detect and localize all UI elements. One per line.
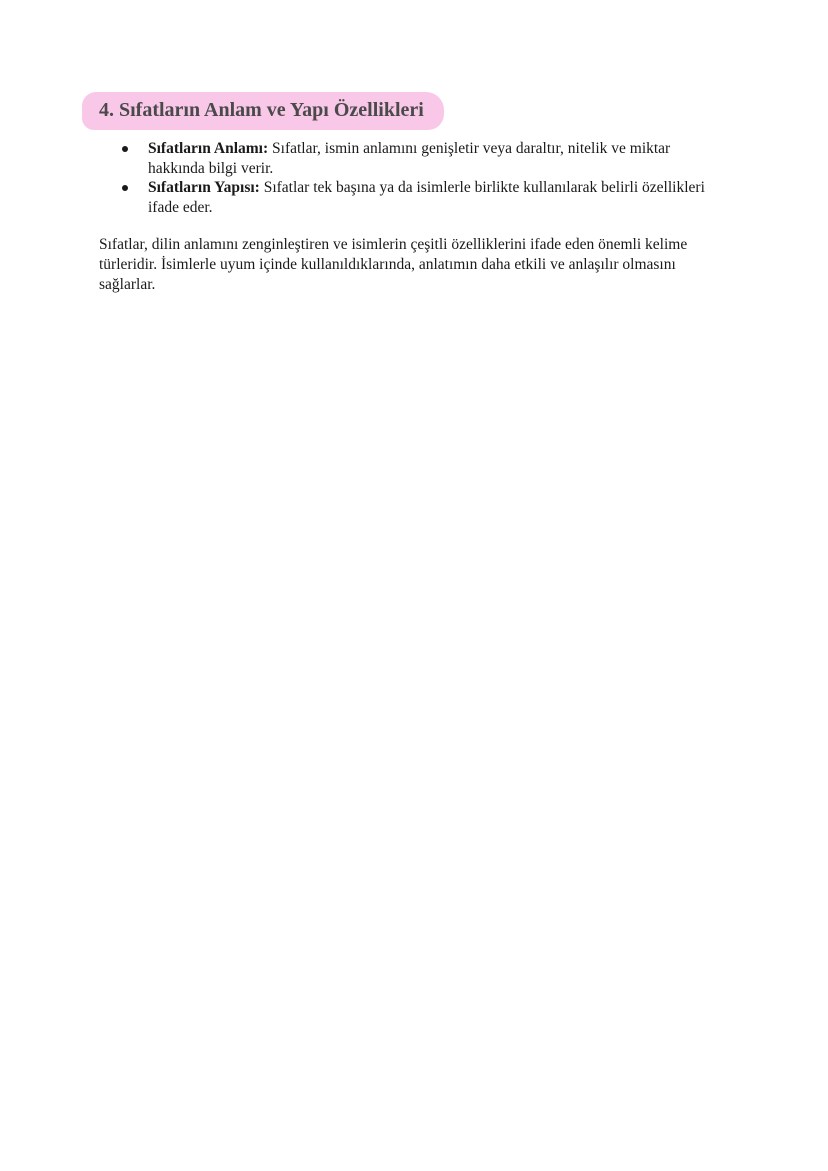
bullet-text: Sıfatlar tek başına ya da isimlerle birlikte kullanılarak belirli özellikleri ifade eder. [148,179,705,216]
list-item [120,139,730,178]
bullet-dot-icon [122,185,128,191]
bullet-list [120,139,730,217]
bullet-dot-icon [122,146,128,152]
body-paragraph: Sıfatlar, dilin anlamını zenginleştiren ve isimlerin çeşitli özelliklerini ifade eden önemli kelime türleridir. İsimlerle uyum içinde kullanıldıklarında, anlatımın daha etkili ve anlaşılır olmasını sağlarlar. [99,236,688,293]
list-item [120,178,730,217]
bullet-text: Sıfatlar, ismin anlamını genişletir veya daraltır, nitelik ve miktar hakkında bilgi verir. [148,140,671,177]
section-heading: 4. Sıfatların Anlam ve Yapı Özellikleri [99,99,424,121]
bullet-term: Sıfatların Anlamı: [148,140,269,157]
section-heading-block [82,92,444,130]
bullet-term: Sıfatların Yapısı: [148,179,260,196]
